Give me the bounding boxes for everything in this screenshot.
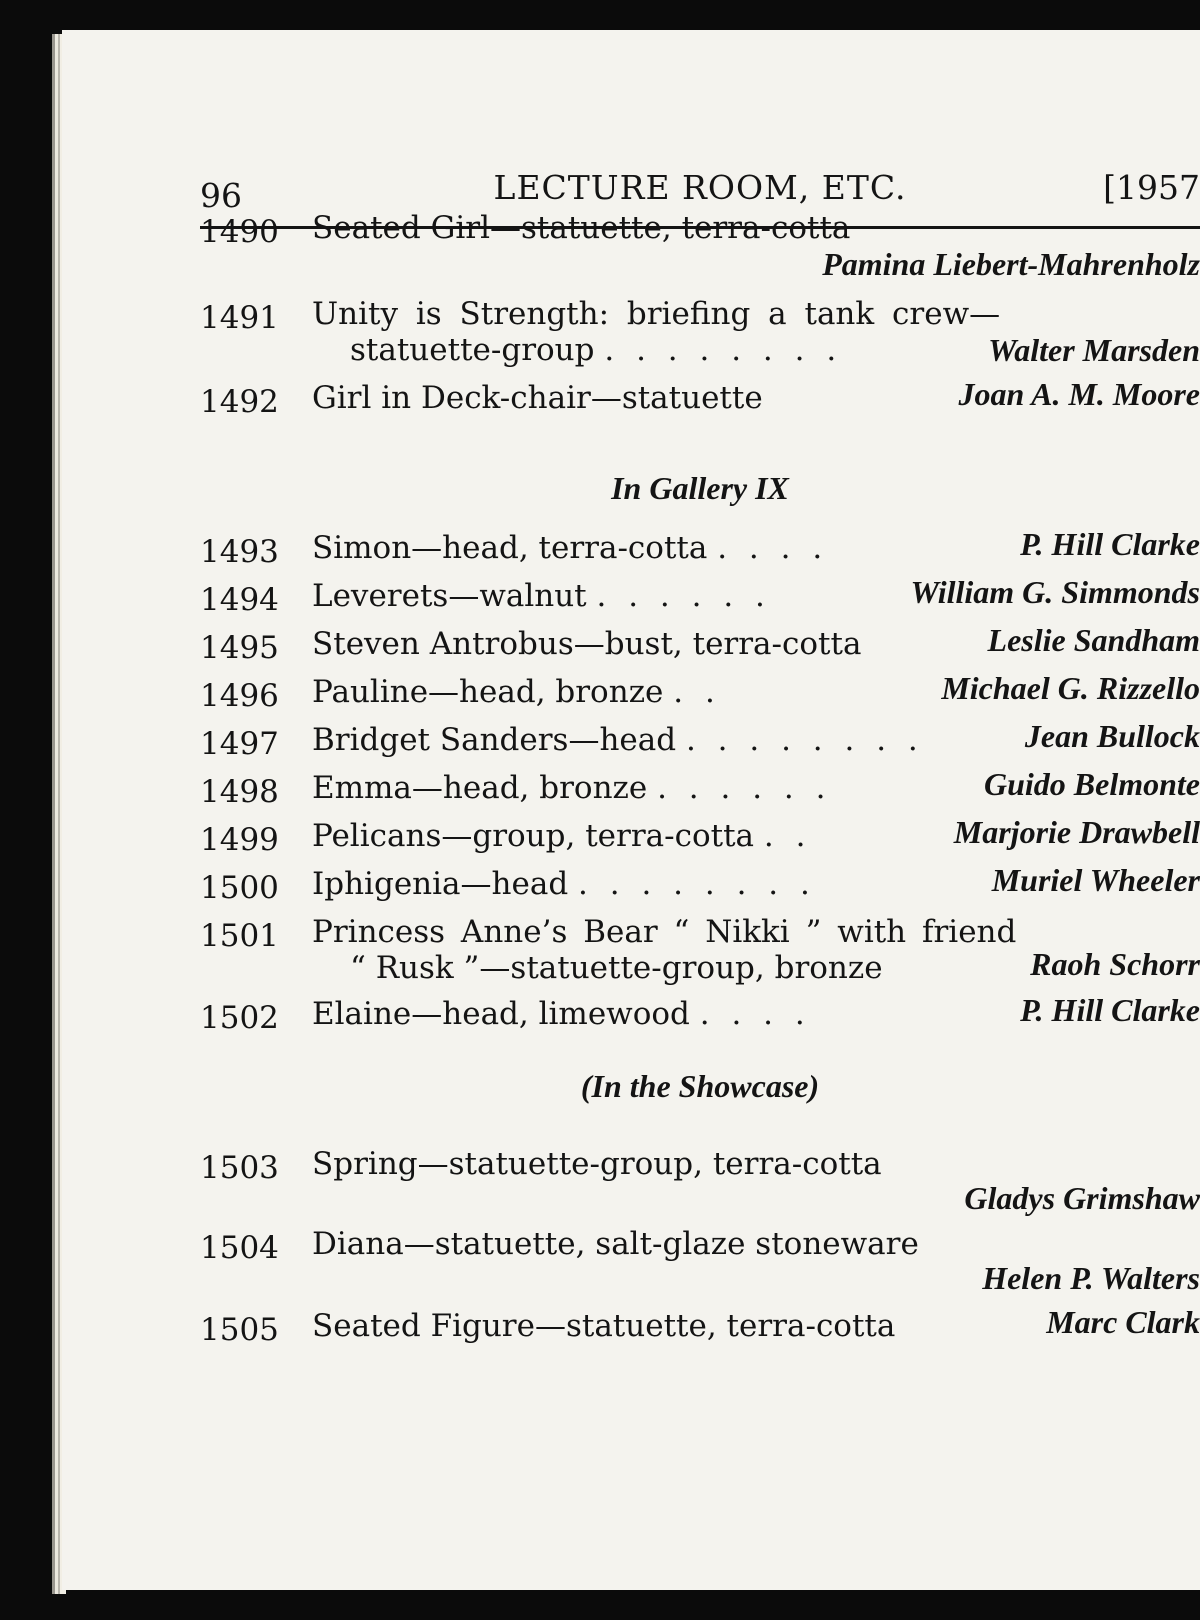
dot-leaders: . .	[673, 674, 721, 710]
year-tag: [1957	[1103, 168, 1200, 207]
dot-leaders: . . . . . . . .	[685, 722, 924, 758]
entry-title: Elaine—head, limewood . . . .	[312, 996, 811, 1032]
catalogue-number: 1500	[200, 870, 279, 906]
entry-title: Iphigenia—head . . . . . . . .	[312, 866, 816, 902]
artist-name: Marjorie Drawbell	[953, 814, 1200, 850]
entry-title-continuation: “ Rusk ”—statuette-group, bronze	[350, 950, 883, 986]
catalogue-number: 1493	[200, 534, 279, 570]
entry-title: Steven Antrobus—bust, terra-cotta	[312, 626, 862, 662]
catalogue-number: 1490	[200, 214, 279, 250]
catalogue-entry	[200, 992, 1200, 1040]
entry-title: Pelicans—group, terra-cotta . .	[312, 818, 812, 854]
section-heading-showcase: (In the Showcase)	[580, 1068, 820, 1104]
artist-name: Marc Clark	[1046, 1304, 1200, 1340]
catalogue-number: 1503	[200, 1150, 279, 1186]
catalogue-number: 1491	[200, 300, 279, 336]
running-title: LECTURE ROOM, ETC.	[493, 168, 907, 207]
catalogue-entry	[200, 296, 1200, 376]
entry-title: Seated Girl—statuette, terra-cotta	[312, 210, 851, 246]
artist-name: Gladys Grimshaw	[964, 1180, 1200, 1216]
catalogue-entry	[200, 526, 1200, 574]
catalogue-entry	[200, 814, 1200, 862]
running-head	[200, 168, 1200, 214]
catalogue-number: 1496	[200, 678, 279, 714]
dot-leaders: . . . . . .	[596, 578, 771, 614]
artist-name: Pamina Liebert-Mahrenholz	[822, 246, 1200, 282]
entry-title: Diana—statuette, salt-glaze stoneware	[312, 1226, 919, 1262]
artist-name: P. Hill Clarke	[1020, 526, 1200, 562]
catalogue-entry	[200, 376, 1200, 424]
catalogue-entry	[200, 670, 1200, 718]
artist-name: Leslie Sandham	[987, 622, 1200, 658]
artist-name: Guido Belmonte	[983, 766, 1200, 802]
catalogue-number: 1504	[200, 1230, 279, 1266]
entry-title: Emma—head, bronze . . . . . .	[312, 770, 832, 806]
catalogue-number: 1495	[200, 630, 279, 666]
catalogue-entry	[200, 1304, 1200, 1352]
catalogue-number: 1494	[200, 582, 279, 618]
catalogue-number: 1502	[200, 1000, 279, 1036]
entry-title: Princess Anne’s Bear “ Nikki ” with friend	[312, 914, 1017, 950]
catalogue-entry	[200, 914, 1200, 994]
page-number: 96	[200, 176, 242, 215]
catalogue-entry	[200, 622, 1200, 670]
dot-leaders: . . . .	[699, 996, 811, 1032]
dot-leaders: . . . . . . . .	[604, 332, 843, 368]
artist-name: Jean Bullock	[1024, 718, 1200, 754]
entry-title-continuation: statuette-group . . . . . . . .	[350, 332, 843, 368]
catalogue-entry	[200, 766, 1200, 814]
artist-name: Helen P. Walters	[982, 1260, 1200, 1296]
section-heading-gallery: In Gallery IX	[611, 470, 789, 506]
catalogue-entry	[200, 574, 1200, 622]
dot-leaders: . .	[763, 818, 812, 854]
dot-leaders: . . . .	[717, 530, 829, 566]
catalogue-entry	[200, 1146, 1200, 1226]
catalogue-entry	[200, 1226, 1200, 1306]
entry-title: Spring—statuette-group, terra-cotta	[312, 1146, 882, 1182]
artist-name: William G. Simmonds	[910, 574, 1200, 610]
entry-title: Pauline—head, bronze . .	[312, 674, 721, 710]
entry-title: Unity is Strength: briefing a tank crew—	[312, 296, 1001, 332]
artist-name: Joan A. M. Moore	[958, 376, 1200, 412]
catalogue-number: 1498	[200, 774, 279, 810]
artist-name: Muriel Wheeler	[991, 862, 1200, 898]
entry-title: Seated Figure—statuette, terra-cotta	[312, 1308, 896, 1344]
entry-title: Girl in Deck-chair—statuette	[312, 380, 763, 416]
catalogue-number: 1501	[200, 918, 279, 954]
catalogue-number: 1497	[200, 726, 279, 762]
entry-title: Bridget Sanders—head . . . . . . . .	[312, 722, 924, 758]
catalogue-page	[62, 30, 1200, 1590]
catalogue-entry	[200, 210, 1200, 290]
entry-title: Simon—head, terra-cotta . . . .	[312, 530, 829, 566]
catalogue-entry	[200, 862, 1200, 910]
dot-leaders: . . . . . .	[657, 770, 832, 806]
dot-leaders: . . . . . . . .	[578, 866, 816, 902]
catalogue-number: 1505	[200, 1312, 279, 1348]
artist-name: Raoh Schorr	[1030, 946, 1200, 982]
artist-name: Walter Marsden	[988, 332, 1200, 368]
artist-name: Michael G. Rizzello	[941, 670, 1200, 706]
catalogue-number: 1499	[200, 822, 279, 858]
catalogue-number: 1492	[200, 384, 279, 420]
catalogue-entry	[200, 718, 1200, 766]
artist-name: P. Hill Clarke	[1020, 992, 1200, 1028]
entry-title: Leverets—walnut . . . . . .	[312, 578, 771, 614]
